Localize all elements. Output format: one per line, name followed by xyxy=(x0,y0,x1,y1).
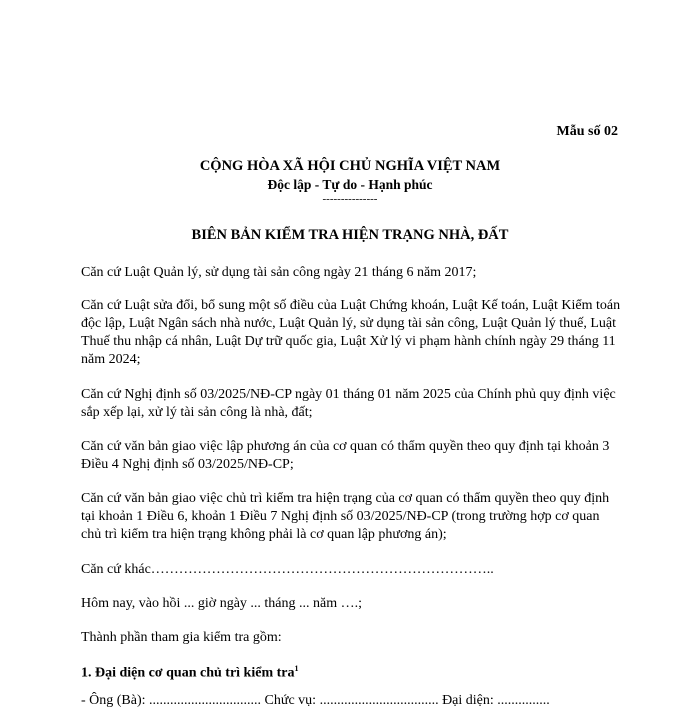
paragraph-date-time: Hôm nay, vào hồi ... giờ ngày ... tháng ... năm ….; xyxy=(81,596,363,611)
paragraph-participants: Thành phần tham gia kiểm tra gồm: xyxy=(81,630,282,645)
paragraph-legal-basis-5: Căn cứ văn bản giao việc chủ trì kiểm tra hiện trạng của cơ quan có thẩm quyền theo quy định tại khoản 1 Điều 6, khoản 1 Điều 7 Nghị định số 03/2025/NĐ-CP (trong trường hợp cơ quan chủ trì kiểm tra hiện trạng không phải là cơ quan lập phương án); xyxy=(81,491,610,542)
form-number: Mẫu số 02 xyxy=(556,124,618,139)
section-1-heading xyxy=(81,664,298,682)
header-rule: --------------- xyxy=(322,193,378,205)
paragraph-legal-basis-4: Căn cứ văn bản giao việc lập phương án của cơ quan có thẩm quyền theo quy định tại khoản 3 Điều 4 Nghị định số 03/2025/NĐ-CP; xyxy=(81,439,610,472)
footnote-marker: 1 xyxy=(294,664,299,673)
partial-next-line: - Ông (Bà): ................................ Chức vụ: .................................. Đại diện: ............... xyxy=(81,693,550,708)
paragraph-legal-basis-1: Căn cứ Luật Quản lý, sử dụng tài sản công ngày 21 tháng 6 năm 2017; xyxy=(81,265,477,280)
paragraph-other-basis: Căn cứ khác……………………………………………………………….. xyxy=(81,562,494,577)
paragraph-legal-basis-3: Căn cứ Nghị định số 03/2025/NĐ-CP ngày 01 tháng 01 năm 2025 của Chính phủ quy định việc sắp xếp lại, xử lý tài sản công là nhà, đất; xyxy=(81,387,616,420)
document-title: BIÊN BẢN KIỂM TRA HIỆN TRẠNG NHÀ, ĐẤT xyxy=(191,227,509,243)
national-title: CỘNG HÒA XÃ HỘI CHỦ NGHĨA VIỆT NAM xyxy=(199,158,501,174)
national-motto: Độc lập - Tự do - Hạnh phúc xyxy=(267,177,433,192)
section-1-label: 1. Đại diện cơ quan chủ trì kiểm tra xyxy=(81,665,295,681)
paragraph-legal-basis-2: Căn cứ Luật sửa đổi, bổ sung một số điều của Luật Chứng khoán, Luật Kế toán, Luật Kiểm toán độc lập, Luật Ngân sách nhà nước, Luật Quản lý, sử dụng tài sản công, Luật Quản lý thuế, Luật Thuế thu nhập cá nhân, Luật Dự trữ quốc gia, Luật Xử lý vi phạm hành chính ngày 29 tháng 11 năm 2024; xyxy=(81,298,621,367)
